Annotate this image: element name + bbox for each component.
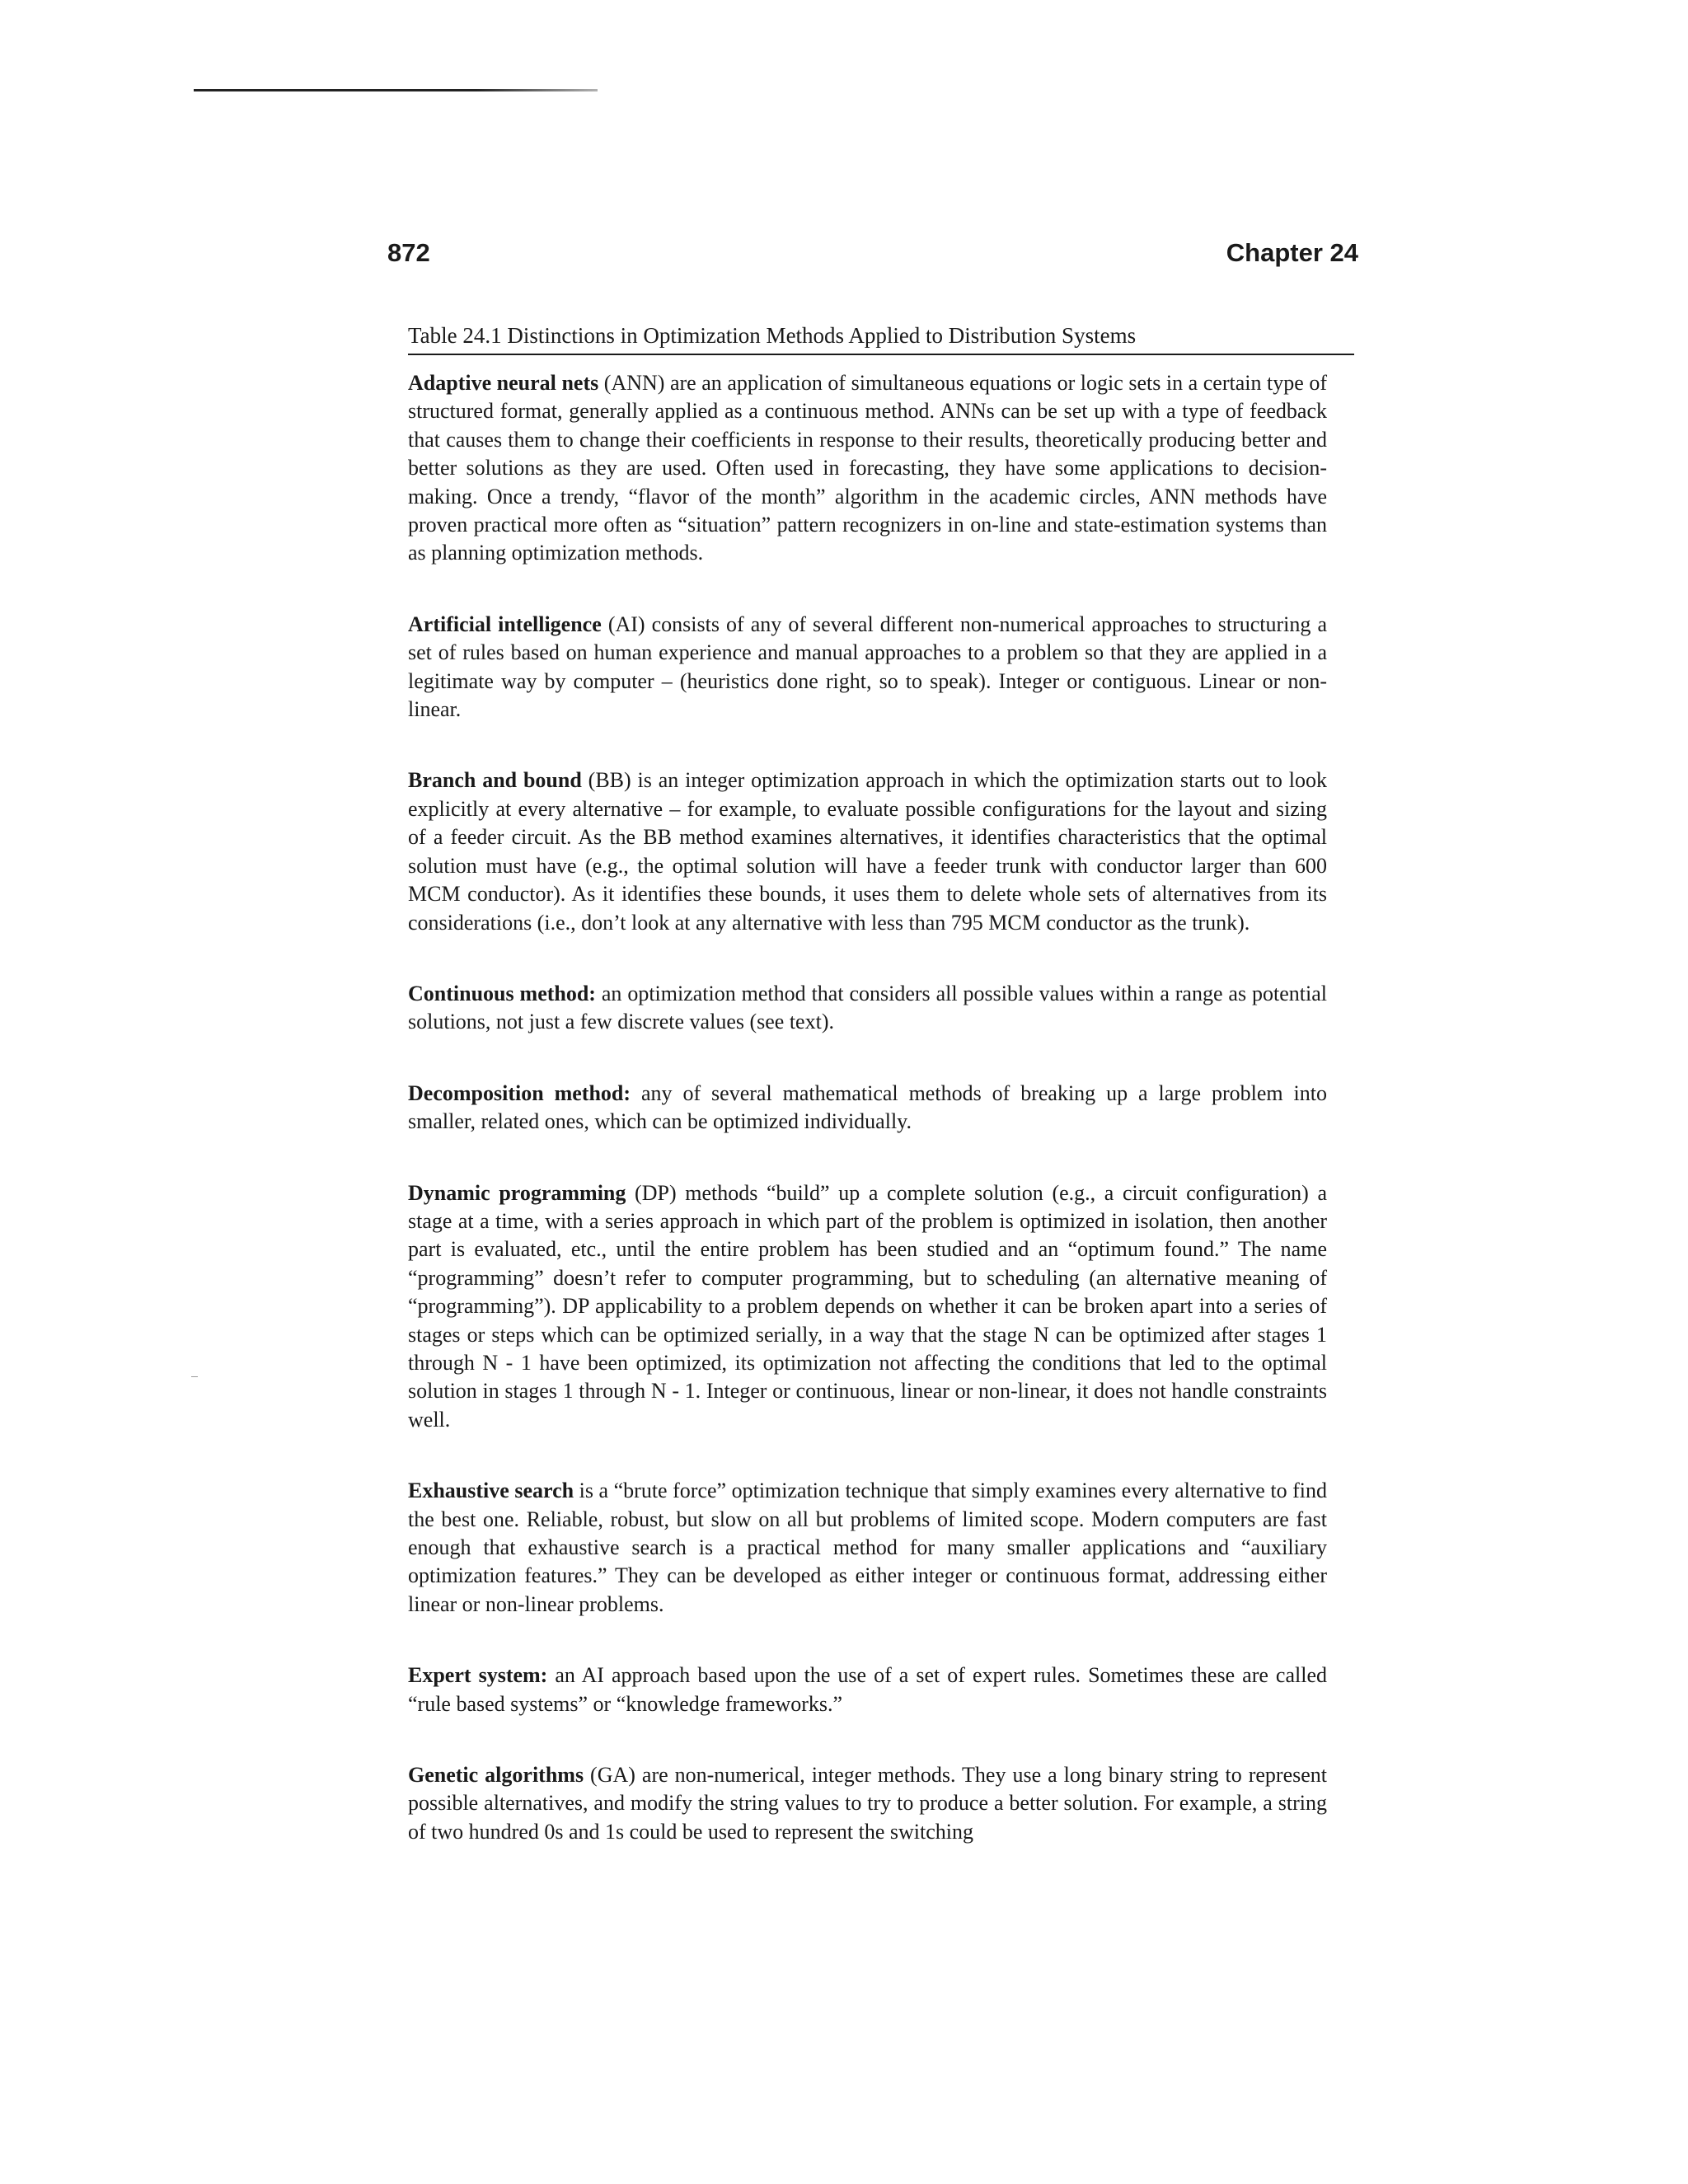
entry-exhaustive-search — [408, 1477, 1327, 1619]
table-caption — [408, 322, 1356, 349]
top-rule — [194, 89, 598, 91]
entry-continuous-method — [408, 980, 1327, 1037]
entry-text: (GA) are non-numerical, integer methods. They use a long binary string to represent possible alternatives, and modify the string values to try to produce a better solution. For example, a string of two hundred 0s and 1s could be used to represent the switching — [408, 1763, 1327, 1844]
entry-term: Artificial intelligence — [408, 612, 602, 636]
page-number: 872 — [387, 238, 430, 267]
scan-speck — [191, 1376, 198, 1377]
entry-term: Exhaustive search — [408, 1479, 574, 1503]
entry-text: any of several mathematical methods of breaking up a large problem into smaller, related ones, which can be optimized individually. — [408, 1080, 1327, 1134]
table-caption-number: Table 24.1 — [408, 323, 502, 348]
entry-text: an AI approach based upon the use of a set of expert rules. Sometimes these are called “rule based systems” or “knowledge frameworks.” — [408, 1663, 1327, 1716]
entry-term: Continuous method: — [408, 981, 596, 1005]
entry-dynamic-programming — [408, 1179, 1327, 1435]
entry-term: Adaptive neural nets — [408, 371, 599, 395]
entry-artificial-intelligence — [408, 611, 1327, 724]
entry-text: (DP) methods “build” up a complete solution (e.g., a circuit configuration) a stage at a time, with a series approach in which part of the problem is optimized in isolation, then another part is evaluated, etc., until the entire problem has been studied and an “optimum found.” The name “programming” doesn’t refer to computer programming, but to scheduling (an alternative meaning of “programming”). DP applicability to a problem depends on whether it can be broken apart into a series of stages or steps which can be optimized serially, in a way that the stage N can be optimized after stages 1 through N - 1 have been optimized, its optimization not affecting the conditions that led to the optimal solution in stages 1 through N - 1. Integer or continuous, linear or non-linear, it does not handle constraints well. — [408, 1180, 1327, 1432]
entry-text: (AI) consists of any of several different non-numerical approaches to structuring a set of rules based on human experience and manual approaches to a problem so that they are applied in a legitimate way by computer – (heuristics done right, so to speak). Integer or contiguous. Linear or non-linear. — [408, 612, 1327, 722]
entry-genetic-algorithms — [408, 1761, 1327, 1846]
entry-term: Decomposition method: — [408, 1080, 631, 1105]
caption-rule — [408, 354, 1354, 355]
chapter-label: Chapter 24 — [1226, 238, 1358, 267]
entry-term: Genetic algorithms — [408, 1763, 584, 1788]
entry-text: is a “brute force” optimization technique that simply examines every alternative to find the best one. Reliable, robust, but slow on all but problems of limited scope. Modern computers are fast enough that exhaustive search is a practical method for many smaller applications and “auxiliary optimization features.” They can be developed as either integer or continuous format, addressing either linear or non-linear problems. — [408, 1479, 1328, 1616]
table-caption-title: Distinctions in Optimization Methods Applied to Distribution Systems — [507, 323, 1137, 348]
entry-branch-and-bound — [408, 766, 1327, 936]
entry-term: Branch and bound — [408, 768, 582, 793]
entry-expert-system — [408, 1661, 1327, 1718]
entry-decomposition-method — [408, 1080, 1327, 1137]
entry-term: Expert system: — [408, 1663, 548, 1688]
entry-text: (BB) is an integer optimization approach in which the optimization starts out to look explicitly at every alternative – for example, to evaluate possible configurations for the layout and sizing of a feeder circuit. As the BB method examines alternatives, it identifies characteristics that the optimal solution must have (e.g., the optimal solution will have a feeder trunk with conductor larger than 600 MCM conductor). As it identifies these bounds, it uses them to delete whole sets of alternatives from its considerations (i.e., don’t look at any alternative with less than 795 MCM conductor as the trunk). — [408, 768, 1327, 935]
entry-term: Dynamic programming — [408, 1180, 626, 1205]
entry-adaptive-neural-nets — [408, 369, 1327, 568]
definitions-list — [408, 369, 1327, 1889]
entry-text: (ANN) are an application of simultaneous equations or logic sets in a certain type of structured format, generally applied as a continuous method. ANNs can be set up with a type of feedback that causes them to change their coefficients in response to their results, theoretically producing better and better solutions as they are used. Often used in forecasting, they have some applications to decision-making. Once a trendy, “flavor of the month” algorithm in the academic circles, ANN methods have proven practical more often as “situation” pattern recognizers in on-line and state-estimation systems than as planning optimization methods. — [408, 371, 1328, 565]
entry-text: an optimization method that considers all possible values within a range as potential solutions, not just a few discrete values (see text). — [408, 981, 1327, 1034]
